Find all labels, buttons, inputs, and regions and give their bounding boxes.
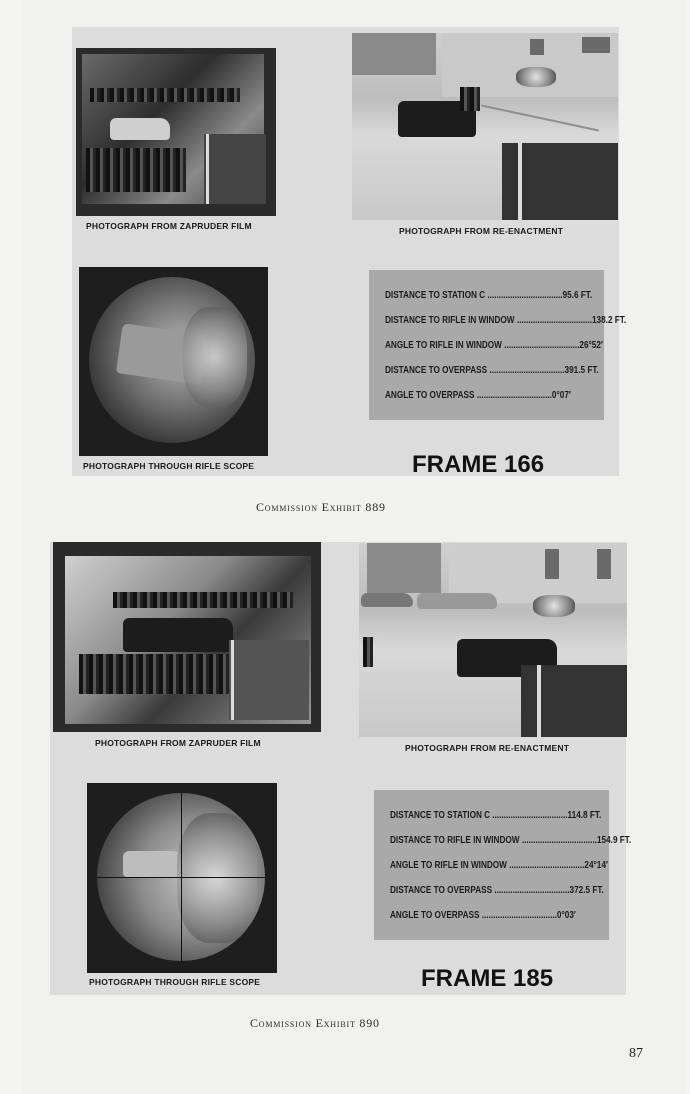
measurement-row: ANGLE TO RIFLE IN WINDOW ................................. 26°52′ bbox=[385, 340, 603, 351]
crosshair-horizontal bbox=[97, 877, 265, 878]
measurement-row: ANGLE TO OVERPASS ................................. 0°03′ bbox=[390, 910, 576, 921]
measurement-row: DISTANCE TO RIFLE IN WINDOW ................................. 154.9 FT. bbox=[390, 835, 632, 846]
frame-label: FRAME 185 bbox=[421, 965, 554, 992]
zapruder-caption: PHOTOGRAPH FROM ZAPRUDER FILM bbox=[95, 738, 261, 748]
zapruder-caption: PHOTOGRAPH FROM ZAPRUDER FILM bbox=[86, 221, 252, 231]
measurement-row: DISTANCE TO OVERPASS ................................. 391.5 FT. bbox=[385, 365, 599, 376]
measurements-box bbox=[374, 790, 632, 940]
measurement-row: ANGLE TO OVERPASS ................................. 0°07′ bbox=[385, 390, 571, 401]
measurement-row: DISTANCE TO RIFLE IN WINDOW ................................. 138.2 FT. bbox=[385, 315, 627, 326]
scope-caption: PHOTOGRAPH THROUGH RIFLE SCOPE bbox=[89, 977, 261, 987]
reenactment-caption: PHOTOGRAPH FROM RE-ENACTMENT bbox=[405, 743, 570, 753]
exhibit-caption: Commission Exhibit 890 bbox=[250, 1016, 380, 1030]
reenactment-caption: PHOTOGRAPH FROM RE-ENACTMENT bbox=[399, 226, 564, 236]
scope-caption: PHOTOGRAPH THROUGH RIFLE SCOPE bbox=[83, 461, 255, 471]
reenactment-photo bbox=[352, 33, 618, 220]
measurements-box bbox=[369, 270, 627, 420]
rifle-scope-photo bbox=[87, 783, 277, 973]
rifle-scope-photo bbox=[79, 267, 268, 456]
measurement-row: DISTANCE TO OVERPASS ................................. 372.5 FT. bbox=[390, 885, 604, 896]
zapruder-film-photo bbox=[76, 48, 276, 216]
exhibit-caption: Commission Exhibit 889 bbox=[256, 500, 386, 514]
measurement-row: DISTANCE TO STATION C ................................. 114.8 FT. bbox=[390, 810, 602, 821]
zapruder-film-photo bbox=[53, 542, 321, 732]
measurement-row: DISTANCE TO STATION C ................................. 95.6 FT. bbox=[385, 290, 593, 301]
reenactment-photo bbox=[359, 543, 627, 737]
frame-label: FRAME 166 bbox=[412, 451, 545, 478]
page-number: 87 bbox=[629, 1046, 643, 1061]
measurement-row: ANGLE TO RIFLE IN WINDOW ................................. 24°14′ bbox=[390, 860, 608, 871]
